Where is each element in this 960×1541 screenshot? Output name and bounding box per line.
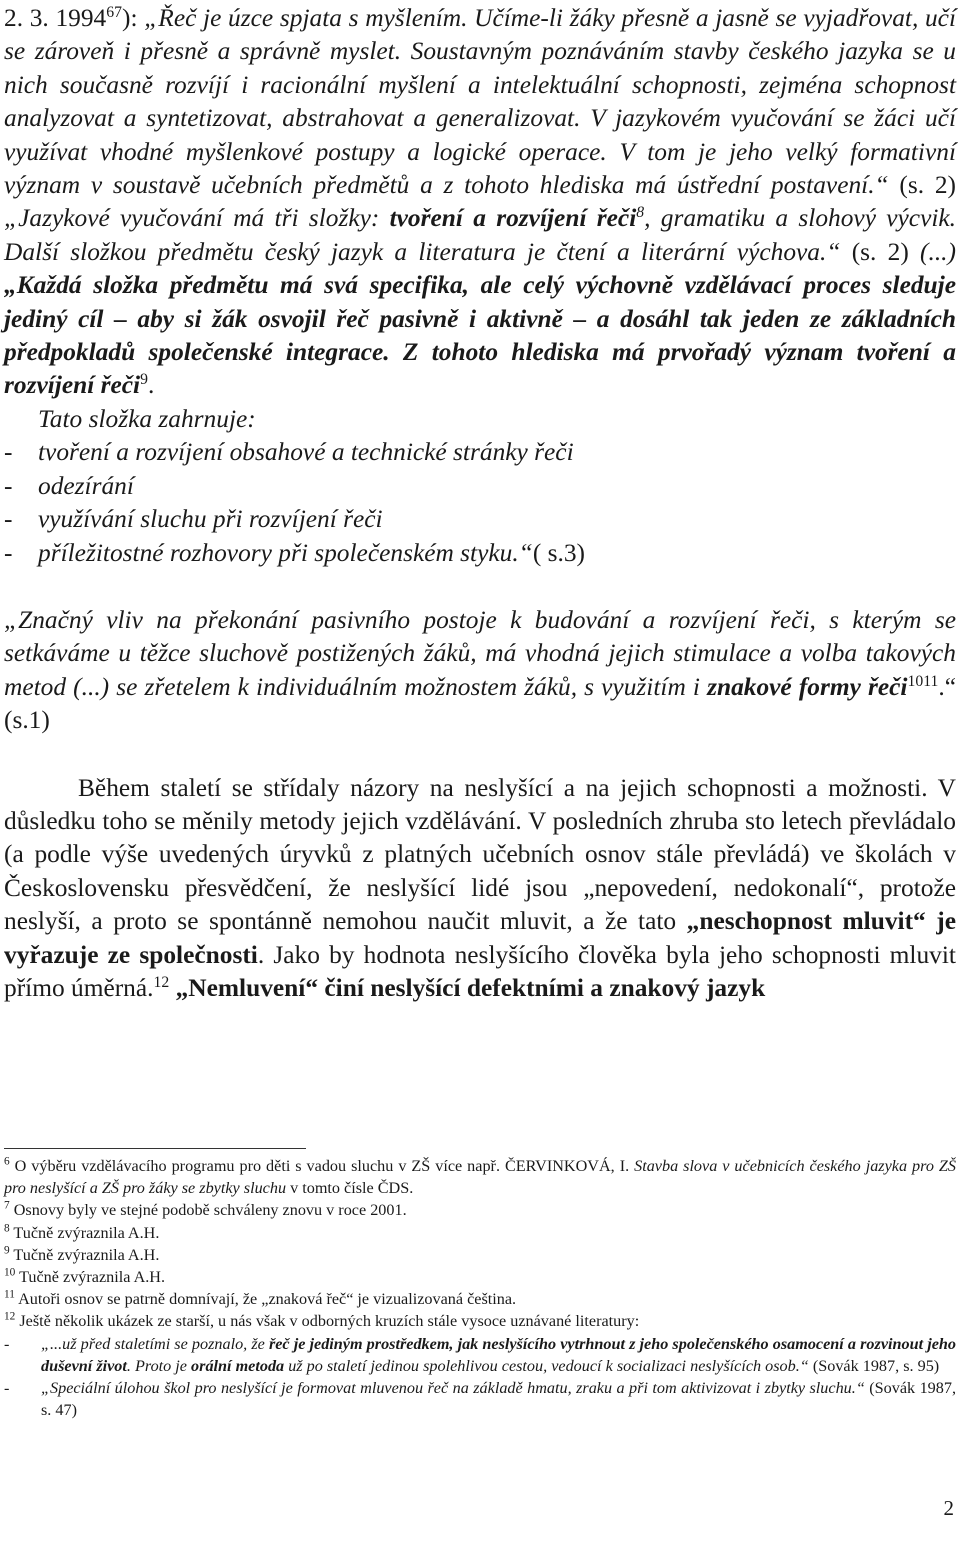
quote-text: , gramatiku a slohový výcvik. Další složkou předmětu český jazyk a literatura je čtení a literární výchova.“: [4, 204, 957, 266]
citation: (s. 2): [840, 237, 921, 266]
quote-text: „...už před staletími se poznalo, že: [41, 1334, 269, 1353]
list-item: [4, 537, 956, 570]
footnote-ref-12: 12: [153, 973, 170, 991]
list-item: [4, 503, 956, 536]
list-item: [4, 436, 956, 469]
footnote-text: v tomto čísle ČDS.: [286, 1179, 414, 1198]
footnote-number: 11: [4, 1288, 15, 1301]
emphasis-text: „Nemluvení“ činí neslyšící defektními a znakový jazyk: [169, 973, 766, 1002]
footnote-6: [4, 1155, 956, 1199]
list-dash: -: [4, 438, 13, 467]
footnote-text: Ještě několik ukázek ze starší, u nás však v odborných kruzích stále vysoce uznávané literatury:: [15, 1312, 640, 1331]
footnote-text: Autoři osnov se patrně domnívají, že „znaková řeč“ je vizualizovaná čeština.: [14, 1290, 517, 1309]
colon-text: ):: [121, 4, 145, 32]
period: .: [147, 371, 155, 400]
footnote-text: Tučně zvýraznila A.H.: [9, 1245, 160, 1264]
emphasis-text: tvoření a rozvíjení řeči: [389, 204, 637, 233]
footnote-quote-1: [4, 1333, 956, 1377]
footnote-quote-2: [4, 1377, 956, 1421]
citation: (Sovák 1987, s. 47): [41, 1379, 956, 1420]
footnote-number: 7: [4, 1199, 10, 1212]
footnote-ref-9: 9: [140, 371, 148, 389]
footnote-text: Tučně zvýraznila A.H.: [9, 1223, 160, 1242]
citation: .“ (s.1): [4, 672, 956, 735]
spacer: [4, 738, 956, 772]
list-dash: -: [4, 505, 13, 534]
quote-dash: -: [4, 1379, 10, 1398]
footnote-12: [4, 1310, 956, 1332]
footnote-text: Osnovy byly ve stejné podobě schváleny znovu v roce 2001.: [9, 1201, 407, 1220]
list-item-text: příležitostné rozhovory při společenském styku.“: [38, 538, 533, 567]
footnotes: [4, 1155, 956, 1421]
footnote-number: 6: [4, 1155, 10, 1168]
footnote-10: [4, 1266, 956, 1288]
spacer: [4, 570, 956, 604]
footnote-number: 10: [4, 1266, 16, 1279]
footnote-number: 8: [4, 1222, 10, 1235]
quote-text: „Značný vliv na překonání pasivního postoje k budování a rozvíjení řeči, s kterým se setkáváme u těžce sluchově postižených žáků, má vhodná jejich stimulace a volba takových metod (...) se zřetelem k individuálním možnostem žáků, s využitím i: [4, 605, 956, 701]
citation: (s. 2): [888, 171, 957, 200]
list-item-text: tvoření a rozvíjení obsahové a technické stránky řeči: [38, 438, 574, 467]
quote-text: „Řeč je úzce spjata s myšlením. Učíme-li žáky přesně a jasně se vyjadřovat, učí se zároveň i přesně a správně myslet. Soustavným poznáváním stavby českého jazyka se u nich současně rozvíjí i racionální myšlení a intelektuální schopnosti, zejména schopnost analyzovat a syntetizovat, abstrahovat a generalizovat. V jazykovém vyučování se žáci učí využívat vhodné myšlenkové postupy a logické operace. V tom je jeho velký formativní význam v soustavě učebních předmětů a z tohoto hlediska má ústřední postavení.“: [4, 4, 956, 200]
quote-text: . Proto je: [126, 1356, 192, 1375]
date-text: 2. 3. 1994: [4, 4, 107, 32]
quote-text: „Jazykové vyučování má tři složky:: [4, 204, 390, 233]
emphasis-text: „Každá složka předmětu má svá specifika, ale celý výchovně vzdělávací proces sleduje jediný cíl – aby si žák osvojil řeč pasivně i aktivně – a dosáhl tak jeden ze základních předpokladů společenské integrace. Z tohoto hlediska má prvořadý význam tvoření a rozvíjení řeči: [4, 271, 956, 400]
list-item-text: odezírání: [38, 471, 134, 500]
footnote-8: [4, 1222, 956, 1244]
body-text: . Jako by hodnota neslyšícího člověka byla jeho schopnosti mluvit přímo úměrná.: [4, 940, 956, 1002]
footnote-text: Tučně zvýraznila A.H.: [15, 1268, 166, 1287]
footnote-ref-8: 8: [636, 204, 645, 222]
main-text: [4, 2, 956, 1005]
footnote-title: Stavba slova v učebnicích českého jazyka pro ZŠ pro neslyšící a ZŠ pro žáky se zbytky sluchu: [4, 1157, 956, 1198]
citation: (Sovák 1987, s. 95): [808, 1356, 940, 1375]
footnote-ref-1011: 1011: [907, 672, 939, 690]
list-dash: -: [4, 538, 13, 567]
list-intro: Tato složka zahrnuje:: [38, 404, 256, 433]
emphasis-text: řeč je jediným prostředkem, jak neslyšícího vytrhnout z jeho společenského osamocení a rozvinout jeho duševní život: [41, 1334, 956, 1375]
footnote-separator: [4, 1148, 306, 1149]
footnote-text: O výběru vzdělávacího programu pro děti s vadou sluchu v ZŠ více např. ČERVINKOVÁ, I.: [9, 1157, 635, 1175]
footnote-7: [4, 1199, 956, 1221]
emphasis-text: orální metoda: [191, 1356, 285, 1375]
footnote-11: [4, 1288, 956, 1310]
footnote-9: [4, 1244, 956, 1266]
quote-text: „Speciální úlohou škol pro neslyšící je formovat mluvenou řeč na základě hmatu, zraku a při tom aktivizovat i zbytky sluchu.“: [41, 1379, 865, 1398]
footnote-ref-67: 67: [106, 3, 122, 21]
quote-text: už po staletí jedinou spolehlivou cestou, vedoucí k socializaci neslyšících osob.“: [284, 1356, 809, 1375]
citation: ( s.3): [532, 538, 585, 567]
page-number: 2: [943, 1496, 954, 1520]
footnote-number: 9: [4, 1244, 10, 1257]
list-dash: -: [4, 471, 13, 500]
list-item-text: využívání sluchu při rozvíjení řeči: [38, 505, 383, 534]
footnote-number: 12: [4, 1310, 16, 1323]
quote-dash: -: [4, 1334, 10, 1353]
paragraph-1: [4, 2, 956, 403]
paragraph-3: [4, 772, 956, 1006]
body-text: Během staletí se střídaly názory na neslyšící a na jejich schopnosti a možnosti. V důsledku toho se měnily metody jejich vzdělávání. V posledních zhruba sto letech převládalo (a podle výše uvedených úryvků z platných učebních osnov stále převládá) ve školách v Československu přesvědčení, že neslyšící lidé jsou „nepovedení, nedokonalí“, protože neslyší, a proto se spontánně nemohou naučit mluvit, a že tato: [4, 773, 956, 936]
paragraph-2: [4, 604, 956, 738]
emphasis-text: „neschopnost mluvit“ je vyřazuje ze společnosti: [4, 907, 956, 969]
ellipsis-text: (...): [920, 237, 956, 266]
component-list: [4, 436, 956, 570]
list-item: [4, 470, 956, 503]
emphasis-text: znakové formy řeči: [707, 672, 908, 701]
